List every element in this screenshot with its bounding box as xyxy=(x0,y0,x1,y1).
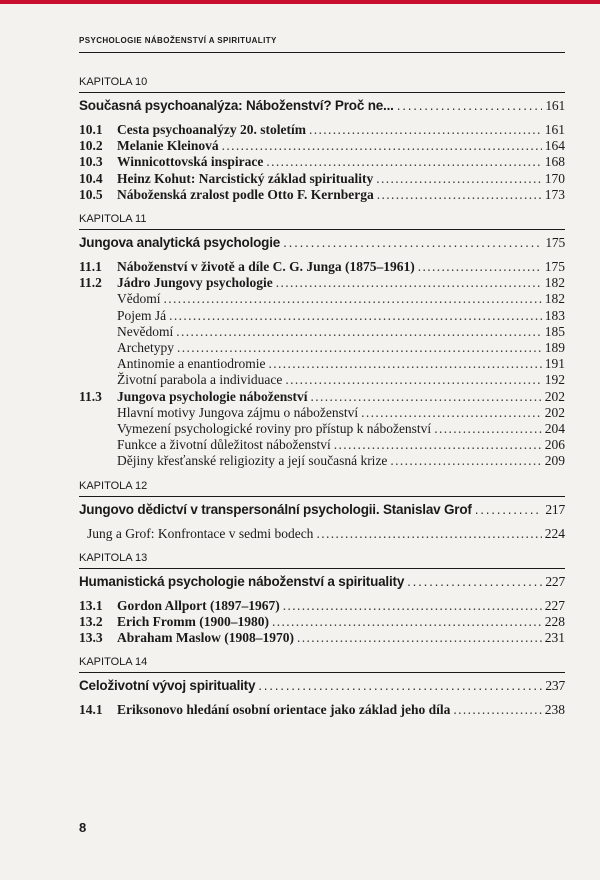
entry-page: 161 xyxy=(544,122,565,137)
toc-entry[interactable] xyxy=(79,324,565,340)
entry-page: 231 xyxy=(544,630,565,646)
chapter-page: 161 xyxy=(545,98,565,113)
dot-leader xyxy=(418,259,542,275)
chapter-title-row[interactable] xyxy=(79,676,565,695)
entry-page: 224 xyxy=(544,525,565,541)
chapter-label: KAPITOLA 11 xyxy=(79,213,147,226)
entry-page: 204 xyxy=(544,421,565,437)
header-rule xyxy=(79,52,565,53)
entry-text: Cesta psychoanalýzy 20. stoletím xyxy=(117,122,306,137)
toc-entry[interactable] xyxy=(79,372,565,388)
section-number: 11.2 xyxy=(79,275,102,291)
entry-text: Náboženská zralost podle Otto F. Kernberga xyxy=(117,186,374,202)
entry-text: Pojem Já xyxy=(117,307,167,323)
chapter-page: 217 xyxy=(545,501,565,517)
toc-entry[interactable] xyxy=(79,614,565,630)
dot-leader xyxy=(276,275,542,291)
table-of-contents xyxy=(79,76,565,729)
chapter-title: Celoživotní vývoj spirituality xyxy=(79,678,256,694)
entry-text: Melanie Kleinová xyxy=(117,138,219,154)
entry-text: Eriksonovo hledání osobní orientace jako základ jeho díla xyxy=(117,702,451,718)
page-number: 8 xyxy=(79,820,87,835)
toc-entry[interactable] xyxy=(79,259,565,275)
dot-leader xyxy=(164,291,542,307)
chapter-block xyxy=(79,76,565,203)
section-number: 10.5 xyxy=(79,186,103,202)
toc-entry[interactable] xyxy=(79,598,565,614)
section-number: 11.1 xyxy=(79,259,102,275)
chapter-page: 227 xyxy=(545,573,565,589)
toc-entry[interactable] xyxy=(79,187,565,203)
chapter-block xyxy=(79,213,565,470)
dot-leader xyxy=(285,372,541,388)
chapter-title-row[interactable] xyxy=(79,572,565,591)
toc-entry[interactable] xyxy=(79,308,565,324)
toc-entry[interactable] xyxy=(79,356,565,372)
chapter-block xyxy=(79,656,565,718)
entry-page: 173 xyxy=(544,186,565,202)
section-number: 10.2 xyxy=(79,138,103,154)
toc-entry[interactable] xyxy=(79,630,565,646)
dot-leader xyxy=(334,437,542,453)
dot-leader xyxy=(397,96,543,115)
chapter-title: Humanistická psychologie náboženství a spirituality xyxy=(79,573,405,589)
section-number: 13.1 xyxy=(79,597,103,613)
dot-leader xyxy=(309,122,542,138)
dot-leader xyxy=(434,421,542,437)
entry-text: Jung a Grof: Konfrontace v sedmi bodech xyxy=(87,525,314,541)
entry-page: 182 xyxy=(544,275,565,291)
dot-leader xyxy=(169,308,542,324)
entry-text: Gordon Allport (1897–1967) xyxy=(117,597,280,613)
dot-leader xyxy=(311,389,542,405)
chapter-page: 237 xyxy=(545,678,565,694)
entry-page: 170 xyxy=(544,170,565,186)
entry-page: 206 xyxy=(544,437,565,453)
toc-entry[interactable] xyxy=(79,421,565,437)
chapter-title: Jungovo dědictví v transpersonální psychologii. Stanislav Grof xyxy=(79,501,472,517)
toc-entry[interactable] xyxy=(79,389,565,405)
top-color-bar xyxy=(0,0,600,4)
entry-text: Jádro Jungovy psychologie xyxy=(117,275,273,291)
entry-text: Náboženství v životě a díle C. G. Junga (1875–1961) xyxy=(117,259,415,275)
section-number: 13.2 xyxy=(79,614,103,630)
dot-leader xyxy=(222,138,542,154)
entry-text: Abraham Maslow (1908–1970) xyxy=(117,630,294,646)
dot-leader xyxy=(283,598,542,614)
toc-entry[interactable] xyxy=(79,453,565,469)
chapter-title-row[interactable] xyxy=(79,233,565,252)
section-number: 10.1 xyxy=(79,122,103,137)
entry-page: 185 xyxy=(544,323,565,339)
toc-entry[interactable] xyxy=(79,702,565,718)
entry-text: Heinz Kohut: Narcistický základ spirituality xyxy=(117,170,374,186)
entry-page: 209 xyxy=(544,453,565,469)
entry-text: Nevědomí xyxy=(117,323,174,339)
entry-page: 182 xyxy=(544,291,565,307)
chapter-block xyxy=(79,552,565,647)
entry-text: Funkce a životní důležitost náboženství xyxy=(117,437,331,453)
chapter-title-row[interactable] xyxy=(79,500,565,519)
dot-leader xyxy=(361,405,542,421)
chapter-label: KAPITOLA 14 xyxy=(79,656,148,669)
section-number: 11.3 xyxy=(79,388,102,404)
entry-page: 189 xyxy=(544,340,565,356)
entry-text: Jungova psychologie náboženství xyxy=(117,388,308,404)
entry-text: Erich Fromm (1900–1980) xyxy=(117,614,269,630)
section-number: 14.1 xyxy=(79,702,103,718)
entry-page: 191 xyxy=(544,356,565,372)
entry-page: 227 xyxy=(544,597,565,613)
entry-text: Archetypy xyxy=(117,340,174,356)
chapter-label: KAPITOLA 12 xyxy=(79,479,148,492)
dot-leader xyxy=(453,702,541,718)
entry-text: Životní parabola a individuace xyxy=(117,372,283,388)
entry-text: Dějiny křesťanské religiozity a její současná krize xyxy=(117,453,388,469)
entry-page: 202 xyxy=(544,388,565,404)
section-number: 10.4 xyxy=(79,170,103,186)
dot-leader xyxy=(266,154,541,170)
toc-entry[interactable] xyxy=(79,526,565,542)
chapter-title-row[interactable] xyxy=(79,96,565,115)
dot-leader xyxy=(268,356,541,372)
toc-entry[interactable] xyxy=(79,291,565,307)
dot-leader xyxy=(297,630,542,646)
entry-page: 192 xyxy=(544,372,565,388)
dot-leader xyxy=(475,500,543,519)
dot-leader xyxy=(376,171,541,187)
entry-page: 175 xyxy=(544,259,565,275)
dot-leader xyxy=(283,233,542,252)
chapter-title: Současná psychoanalýza: Náboženství? Proč ne... xyxy=(79,98,394,113)
toc-entry[interactable] xyxy=(79,405,565,421)
entry-text: Vědomí xyxy=(117,291,161,307)
entry-page: 228 xyxy=(544,614,565,630)
dot-leader xyxy=(177,340,542,356)
toc-entry[interactable] xyxy=(79,138,565,154)
chapter-block xyxy=(79,480,565,542)
dot-leader xyxy=(176,324,542,340)
chapter-label: KAPITOLA 13 xyxy=(79,551,148,564)
dot-leader xyxy=(258,676,542,695)
entry-text: Hlavní motivy Jungova zájmu o náboženství xyxy=(117,404,359,420)
toc-entry[interactable] xyxy=(79,154,565,170)
dot-leader xyxy=(316,526,541,542)
entry-page: 183 xyxy=(544,307,565,323)
section-number: 10.3 xyxy=(79,154,103,170)
entry-page: 168 xyxy=(544,154,565,170)
toc-entry[interactable] xyxy=(79,340,565,356)
entry-text: Winnicottovská inspirace xyxy=(117,154,264,170)
dot-leader xyxy=(407,572,542,591)
toc-entry[interactable] xyxy=(79,171,565,187)
dot-leader xyxy=(390,453,541,469)
entry-text: Vymezení psychologické roviny pro přístup k náboženství xyxy=(117,421,432,437)
chapter-title: Jungova analytická psychologie xyxy=(79,235,281,251)
toc-entry[interactable] xyxy=(79,275,565,291)
entry-page: 202 xyxy=(544,404,565,420)
running-header: PSYCHOLOGIE NÁBOŽENSTVÍ A SPIRITUALITY xyxy=(79,36,277,45)
toc-entry[interactable] xyxy=(79,437,565,453)
entry-page: 164 xyxy=(544,138,565,154)
dot-leader xyxy=(272,614,542,630)
chapter-label: KAPITOLA 10 xyxy=(79,76,148,88)
entry-page: 238 xyxy=(544,702,565,718)
toc-entry[interactable] xyxy=(79,122,565,138)
section-number: 13.3 xyxy=(79,630,103,646)
chapter-page: 175 xyxy=(545,235,565,251)
dot-leader xyxy=(377,187,542,203)
entry-text: Antinomie a enantiodromie xyxy=(117,356,266,372)
